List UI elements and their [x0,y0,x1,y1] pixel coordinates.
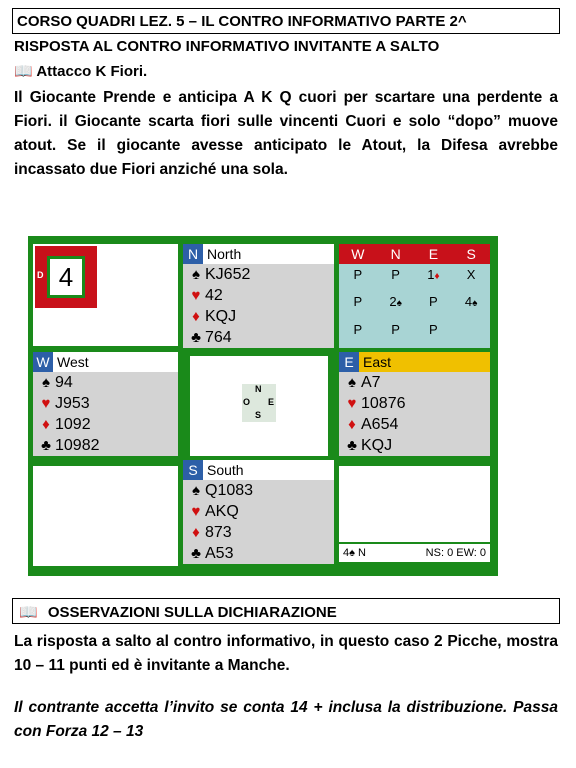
bid-cell [452,293,490,310]
spade-icon: ♠ [348,374,356,391]
subtitle: RISPOSTA AL CONTRO INFORMATIVO INVITANTE A SALTO [14,38,440,55]
bid-level: 4 [464,294,473,310]
section-title: OSSERVAZIONI SULLA DICHIARAZIONE [47,604,337,621]
bridge-board [28,236,498,576]
north-hearts: 42 [205,287,223,304]
bid-level: P [429,294,438,310]
bid-cell [377,293,415,310]
player-north: North [207,246,242,262]
bid-level: P [353,321,363,337]
bid-cell [452,266,490,283]
diamond-icon: ♦ [192,524,200,541]
west-spades: 94 [55,374,73,391]
board-number: 4 [47,256,85,298]
diamond-icon: ♦ [348,416,356,433]
title-box [12,8,560,34]
seat-south: S [183,460,203,480]
board-info-cell [33,244,178,346]
north-diamonds: KQJ [205,308,237,325]
heart-icon: ♥ [347,395,357,412]
bid-level: P [391,267,400,282]
bid-level: P [353,294,363,310]
player-south: South [207,462,244,478]
compass-s: S [255,410,262,420]
empty-cell-se [339,466,490,542]
club-icon: ♣ [41,437,51,454]
spade-icon: ♠ [192,482,200,499]
paragraph-response: La risposta a salto al contro informativo, in questo caso 2 Picche, mostra 10 – 11 punti ed è invitante a Manche. [14,633,558,674]
west-hearts: J953 [55,395,90,412]
spade-icon: ♠ [472,298,478,310]
bid-head-w: W [351,246,365,262]
diamond-icon: ♦ [42,416,50,433]
south-hearts: AKQ [205,503,239,520]
score: NS: 0 EW: 0 [425,547,486,559]
compass-cell [190,356,328,456]
east-clubs: KQJ [361,437,393,454]
bidding-table [339,264,490,348]
bid-level: X [466,267,476,282]
hand-east [339,352,490,456]
north-clubs: 764 [205,329,232,346]
bid-cell [415,321,453,338]
south-spades: Q1083 [205,482,254,499]
spade-icon: ♠ [192,266,200,283]
bidding-header [339,244,490,264]
club-icon: ♣ [191,329,201,346]
bidding-box [339,244,490,348]
south-diamonds: 873 [205,524,232,541]
paragraph-acceptance: Il contrante accetta l’invito se conta 14 + inclusa la distribuzione. Passa con Forza 12 – 13 [14,699,558,740]
seat-north: N [183,244,203,264]
paragraph-play: Il Giocante Prende e anticipa A K Q cuori per scartare una perdente a Fiori. il Giocante scarta fiori sulle vincenti Cuori e solo “dopo” muove atout. Se il giocante avesse anticipato le Atout, la Difesa avrebbe incassato due Fiori anziché una sola. [14,89,558,178]
bid-cell [377,266,415,283]
bid-cell [377,321,415,338]
diamond-icon: ♦ [192,308,200,325]
south-clubs: A53 [205,545,234,562]
dealer-marker: D [37,270,44,280]
contract: 4♠ N [343,547,366,559]
bid-level: 1 [427,267,435,282]
hand-west [33,352,178,456]
board-number-box [35,246,97,308]
diamond-icon: ♦ [434,271,440,282]
bid-cell [339,293,377,310]
compass-e: E [268,397,275,407]
bid-level: P [391,321,400,337]
lead-text: Attacco K Fiori. [36,63,148,80]
seat-east: E [339,352,359,372]
player-east: East [363,354,392,370]
north-spades: KJ652 [205,266,251,283]
heart-icon: ♥ [191,503,201,520]
book-icon: 📖 [19,604,38,621]
bid-cell [339,321,377,338]
contract-bar [339,544,490,562]
spade-icon: ♠ [42,374,50,391]
heart-icon: ♥ [191,287,201,304]
bid-cell [339,266,377,283]
bid-cell [415,266,453,283]
hand-north [183,244,334,348]
seat-west: W [33,352,53,372]
page-title: CORSO QUADRI LEZ. 5 – IL CONTRO INFORMATIVO PARTE 2^ [17,13,467,30]
bid-cell [452,321,490,338]
west-clubs: 10982 [55,437,100,454]
bid-head-s: S [466,246,476,262]
empty-cell-sw [33,466,178,566]
club-icon: ♣ [191,545,201,562]
east-spades: A7 [361,374,381,391]
section-box [12,598,560,624]
bid-level: P [429,321,438,337]
bid-cell [415,293,453,310]
east-hearts: 10876 [361,395,406,412]
book-icon: 📖 [14,63,33,80]
spade-icon: ♠ [396,298,402,310]
lead-line [14,62,147,80]
player-west: West [57,354,89,370]
compass-rose [242,384,276,422]
bid-level: 2 [389,294,397,310]
west-diamonds: 1092 [55,416,91,433]
east-diamonds: A654 [361,416,399,433]
bid-head-e: E [428,246,439,262]
heart-icon: ♥ [41,395,51,412]
compass-o: O [243,397,251,407]
bid-level: P [353,267,363,282]
bid-head-n: N [390,246,401,262]
compass-n: N [255,384,262,394]
hand-south [183,460,334,564]
club-icon: ♣ [347,437,357,454]
